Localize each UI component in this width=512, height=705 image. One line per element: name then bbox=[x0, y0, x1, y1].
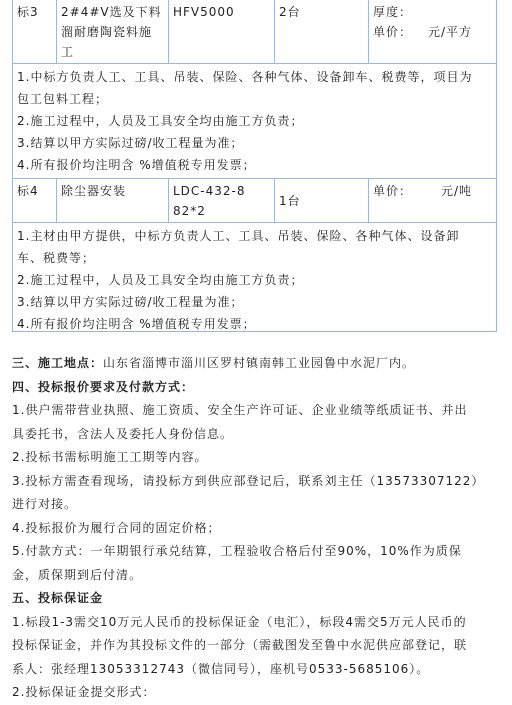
item-price bbox=[369, 179, 496, 222]
price-unit: 元/平方 bbox=[427, 25, 472, 39]
note-line: 1.中标方负责人工、工具、吊装、保险、各种气体、设备卸车、税费等，项目为 bbox=[17, 70, 473, 84]
paragraph-line: 4.投标报价为履行合同的固定价格； bbox=[12, 520, 221, 535]
section-label: 标3 bbox=[13, 0, 57, 63]
section-3-title: 三、施工地点： bbox=[12, 356, 104, 370]
paragraph-line: 2.投标书需标明施工工期等内容。 bbox=[12, 450, 208, 464]
item-name: 除尘器安装 bbox=[57, 179, 169, 222]
paragraph-line: 具委托书，含法人及委托人身份信息。 bbox=[12, 426, 234, 441]
price-unit: 元/吨 bbox=[440, 184, 472, 198]
notes-row bbox=[13, 64, 496, 179]
item-model: LDC-432-8 82*2 bbox=[169, 179, 275, 222]
document-body bbox=[12, 352, 498, 705]
section-5-title: 五、投标保证金 bbox=[12, 591, 104, 605]
item-quantity: 1台 bbox=[275, 179, 369, 222]
paragraph-line: 3.投标方需查看现场，请投标方到供应部登记后，联系刘主任（13573307122） bbox=[12, 473, 485, 488]
notes-row bbox=[13, 223, 496, 331]
paragraph-line: 投标保证金，并作为其投标文件的一部分（需截图发至鲁中水泥供应部登记，联 bbox=[12, 638, 468, 652]
note-line: 包工包料工程； bbox=[17, 92, 109, 106]
price-label: 单价： bbox=[373, 25, 413, 39]
note-line: 4.所有报价均注明含 %增值税专用发票； bbox=[17, 158, 256, 172]
item-model: HFV5000 bbox=[169, 0, 275, 63]
note-line: 3.结算以甲方实际过磅/收工程量为准； bbox=[17, 295, 244, 309]
note-line: 1.主材由甲方提供，中标方负责人工、工具、吊装、保险、各种气体、设备卸 bbox=[17, 229, 460, 243]
thickness-label: 厚度： bbox=[373, 5, 413, 19]
paragraph-line: 5.付款方式：一年期银行承兑结算，工程验收合格后付至90%，10%作为质保 bbox=[12, 544, 462, 558]
section-label: 标4 bbox=[13, 179, 57, 222]
section-3-text: 山东省淄博市淄川区罗村镇南韩工业园鲁中水泥厂内。 bbox=[103, 356, 416, 370]
paragraph-line: 进行对接。 bbox=[12, 497, 78, 511]
bid-table-section-3 bbox=[12, 0, 497, 332]
price-label: 单价： bbox=[373, 184, 413, 198]
note-line: 车、税费等； bbox=[17, 251, 96, 265]
note-line: 2.施工过程中，人员及工具安全均由施工方负责； bbox=[17, 114, 304, 128]
item-price bbox=[369, 0, 496, 63]
paragraph-line: 系人：张经理13053312743（微信同号），座机号0533-5685106）。 bbox=[12, 661, 430, 676]
table-row bbox=[13, 0, 496, 64]
paragraph-line: 1.标段1-3需交10万元人民币的投标保证金（电汇），标段4需交5万元人民币的 bbox=[12, 614, 467, 629]
note-line: 3.结算以甲方实际过磅/收工程量为准； bbox=[17, 136, 244, 150]
section-3 bbox=[12, 352, 498, 376]
note-line: 4.所有报价均注明含 %增值税专用发票； bbox=[17, 317, 256, 331]
section-4-title: 四、投标报价要求及付款方式： bbox=[12, 379, 195, 394]
paragraph-line: 2.投标保证金提交形式： bbox=[12, 685, 156, 699]
note-line: 2.施工过程中，人员及工具安全均由施工方负责； bbox=[17, 273, 304, 287]
item-name: 2#4#V选及下料 溜耐磨陶瓷料施 工 bbox=[57, 0, 169, 63]
item-quantity: 2台 bbox=[275, 0, 369, 63]
paragraph-line: 1.供户需带营业执照、施工资质、安全生产许可证、企业业绩等纸质证书、并出 bbox=[12, 403, 468, 417]
table-row bbox=[13, 179, 496, 223]
paragraph-line: 金，质保期到后付清。 bbox=[12, 567, 143, 582]
